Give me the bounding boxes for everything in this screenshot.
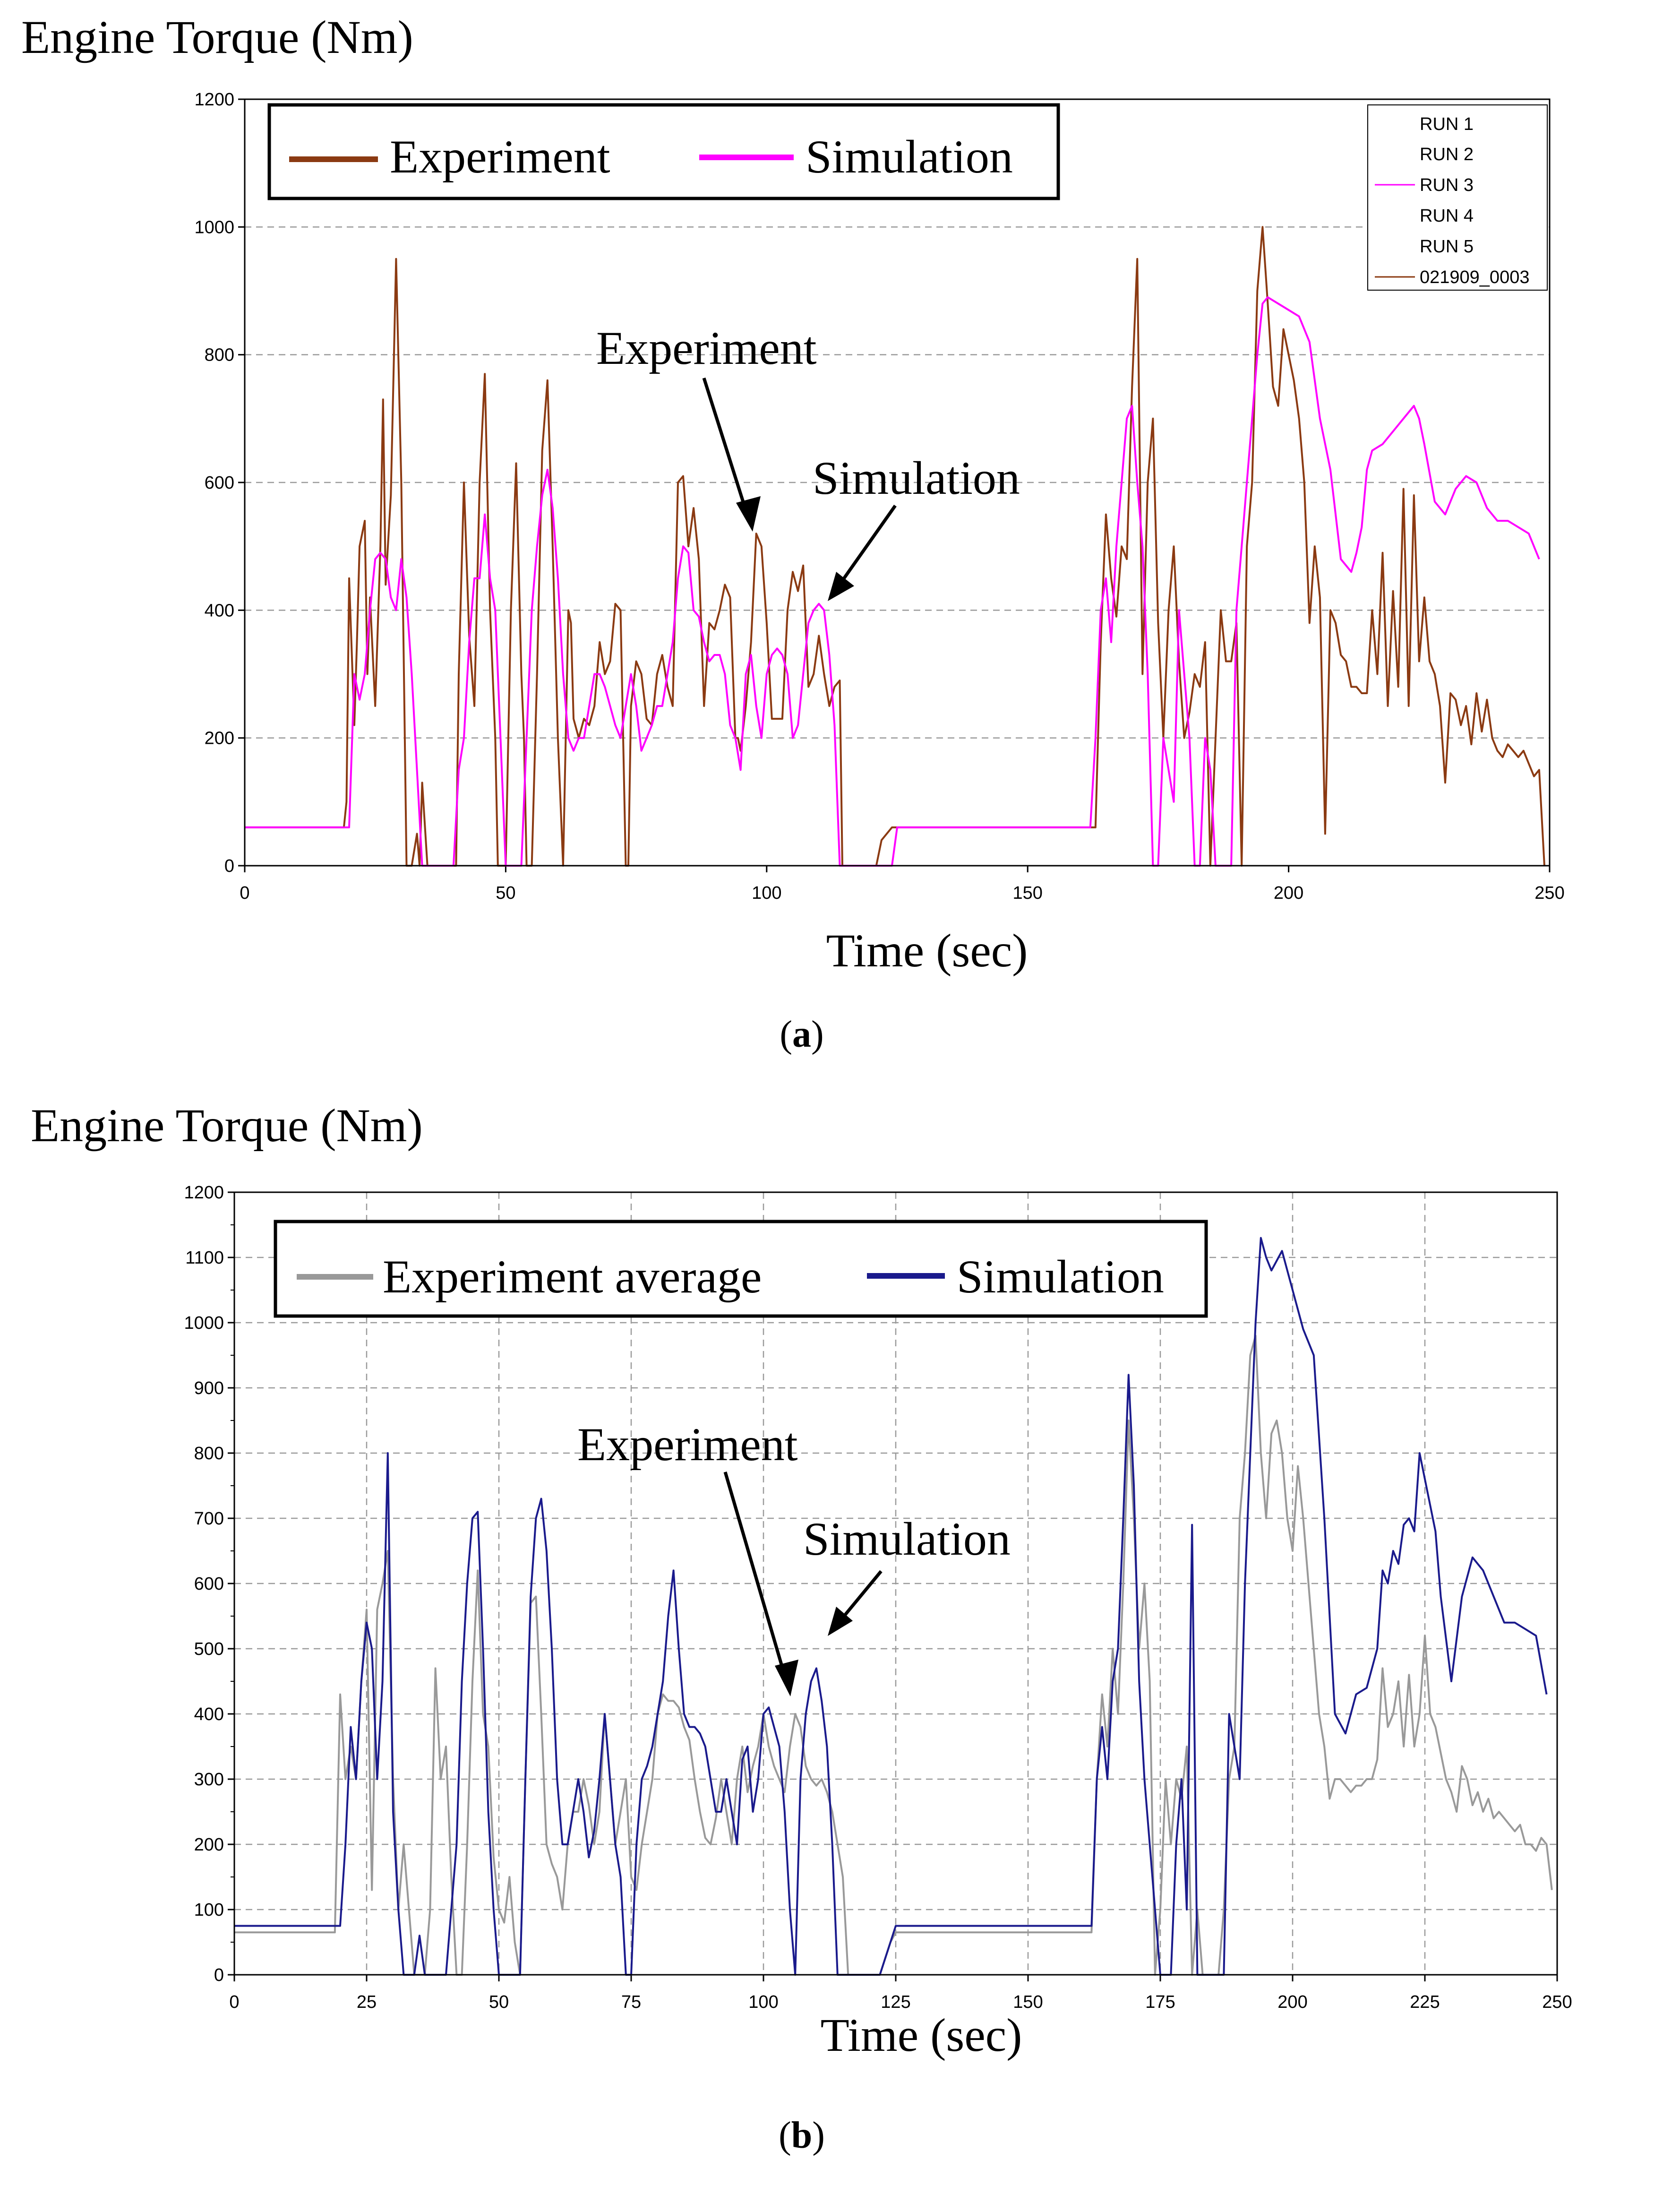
y-tick-label: 1200 xyxy=(184,1183,224,1203)
x-tick-label: 25 xyxy=(356,1992,377,2012)
panel-a-legend-simulation-label: Simulation xyxy=(806,130,1013,183)
panel-b-legend-simulation-label: Simulation xyxy=(957,1250,1164,1303)
y-tick-label: 800 xyxy=(204,345,234,365)
x-tick-label: 175 xyxy=(1145,1992,1175,2012)
x-tick-label: 100 xyxy=(752,883,782,903)
panel-b-legend xyxy=(275,1222,1206,1316)
panel-b-x-axis-title: Time (sec) xyxy=(820,2009,1022,2061)
panel-a-run-legend xyxy=(1368,105,1547,290)
panel-a-run-legend-item: RUN 3 xyxy=(1420,175,1474,195)
panel-b-y-axis-title: Engine Torque (Nm) xyxy=(31,1099,423,1152)
panel-a-run-legend-item: RUN 4 xyxy=(1420,206,1474,226)
panel-a-annotation-simulation: Simulation xyxy=(813,452,1020,504)
panel-a-legend xyxy=(269,105,1058,198)
panel-a-annotation-experiment: Experiment xyxy=(596,322,817,374)
y-tick-label: 100 xyxy=(194,1900,224,1920)
x-tick-label: 125 xyxy=(881,1992,911,2012)
y-tick-label: 1000 xyxy=(194,217,234,238)
x-tick-label: 50 xyxy=(489,1992,509,2012)
panel-a-y-axis-title: Engine Torque (Nm) xyxy=(21,11,413,63)
panel-b-annotation-simulation: Simulation xyxy=(803,1513,1011,1565)
panel-a xyxy=(21,11,1565,1055)
x-tick-label: 200 xyxy=(1273,883,1304,903)
y-tick-label: 1000 xyxy=(184,1313,224,1333)
y-tick-label: 400 xyxy=(204,601,234,621)
x-tick-label: 250 xyxy=(1542,1992,1572,2012)
x-tick-label: 150 xyxy=(1012,883,1043,903)
panel-a-run-legend-item: RUN 2 xyxy=(1420,145,1474,164)
y-tick-label: 600 xyxy=(204,473,234,493)
panel-b-legend-experiment-label: Experiment average xyxy=(383,1250,762,1303)
x-tick-label: 150 xyxy=(1013,1992,1043,2012)
y-tick-label: 900 xyxy=(194,1378,224,1398)
y-tick-label: 200 xyxy=(194,1835,224,1855)
x-tick-label: 200 xyxy=(1277,1992,1308,2012)
y-tick-label: 0 xyxy=(214,1965,224,1985)
y-tick-label: 1100 xyxy=(185,1248,224,1268)
panel-a-legend-experiment-label: Experiment xyxy=(390,130,610,183)
y-tick-label: 300 xyxy=(194,1770,224,1790)
panel-b-annotation-experiment: Experiment xyxy=(577,1418,798,1471)
x-tick-label: 0 xyxy=(240,883,250,903)
panel-a-caption: (a) xyxy=(780,1014,824,1055)
y-tick-label: 700 xyxy=(194,1509,224,1529)
panel-b xyxy=(31,1099,1572,2156)
panel-a-run-legend-item: RUN 1 xyxy=(1420,114,1474,134)
y-tick-label: 400 xyxy=(194,1704,224,1724)
y-tick-label: 200 xyxy=(204,728,234,749)
x-tick-label: 100 xyxy=(748,1992,779,2012)
y-tick-label: 500 xyxy=(194,1639,224,1659)
y-tick-label: 0 xyxy=(224,856,234,876)
panel-a-run-legend-item: RUN 5 xyxy=(1420,237,1474,257)
y-tick-label: 1200 xyxy=(194,90,234,110)
y-tick-label: 600 xyxy=(194,1574,224,1594)
x-tick-label: 225 xyxy=(1410,1992,1440,2012)
x-tick-label: 0 xyxy=(229,1992,240,2012)
x-tick-label: 50 xyxy=(496,883,516,903)
x-tick-label: 75 xyxy=(621,1992,642,2012)
panel-b-caption: (b) xyxy=(779,2115,825,2156)
x-tick-label: 250 xyxy=(1534,883,1565,903)
y-tick-label: 800 xyxy=(194,1444,224,1463)
panel-a-run-legend-item: 021909_0003 xyxy=(1420,267,1530,287)
panel-a-x-axis-title: Time (sec) xyxy=(826,924,1028,977)
